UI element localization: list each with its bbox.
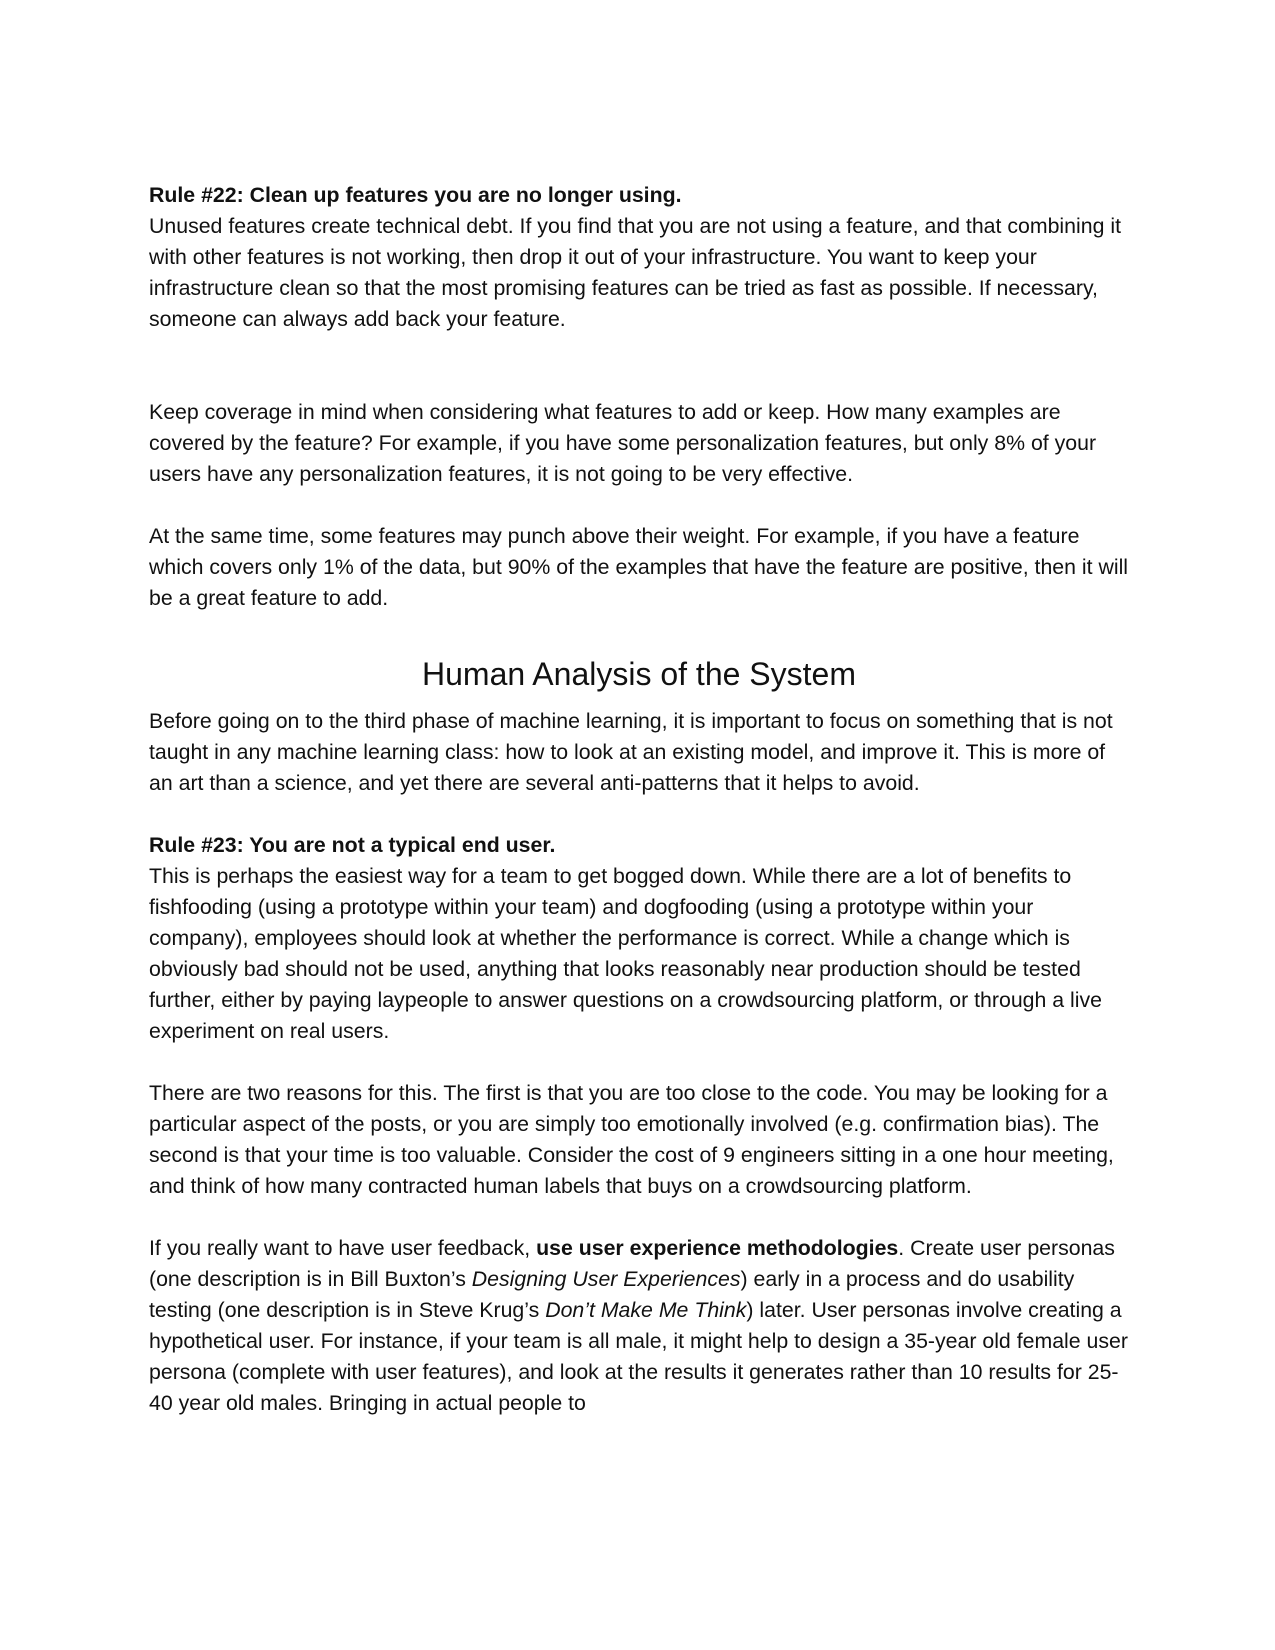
spacer [149,1047,1129,1078]
rule-22-title: Rule #22: Clean up features you are no longer using. [149,183,682,207]
section-heading: Human Analysis of the System [422,656,856,692]
rule-22-body: Unused features create technical debt. If you find that you are not using a feature, and that combining it with other features is not working, then drop it out of your infrastructure. You want to keep your infrastructure clean so that the most promising features can be tried as fast as possible. If necessary, someone can always add back your feature. [149,214,1121,331]
weight-paragraph: At the same time, some features may punch above their weight. For example, if you have a feature which covers only 1% of the data, but 90% of the examples that have the feature are positive, then it will be a great feature to add. [149,524,1129,610]
reasons-paragraph: There are two reasons for this. The first is that you are too close to the code. You may be looking for a particular aspect of the posts, or you are simply too emotionally involved (e.g. confirmation bias). The second is that your time is too valuable. Consider the cost of 9 engineers sitting in a one hour meeting, and think of how many contracted human labels that buys on a crowdsourcing platform. [149,1081,1114,1198]
feedback-text-1: If you really want to have user feedback, [149,1236,537,1260]
rule-23-body: This is perhaps the easiest way for a team to get bogged down. While there are a lot of benefits to fishfooding (using a prototype within your team) and dogfooding (using a prototype within your company), employees should look at whether the performance is correct. While a change which is obviously bad should not be used, anything that looks reasonably near production should be tested further, either by paying laypeople to answer questions on a crowdsourcing platform, or through a live experiment on real users. [149,864,1102,1043]
document-page [149,180,1129,1419]
book-title-dont-make-me-think: Don’t Make Me Think [545,1298,747,1322]
feedback-paragraph [149,1233,1129,1419]
spacer [149,1202,1129,1233]
feedback-text-2: . Create user personas (one description is in Bill Buxton’s [149,1236,1115,1291]
spacer [149,490,1129,521]
feedback-text-3: ) early in a process and do usability testing (one description is in Steve Krug’s [149,1267,1075,1322]
intro-paragraph: Before going on to the third phase of machine learning, it is important to focus on something that is not taught in any machine learning class: how to look at an existing model, and improve it. This is more of an art than a science, and yet there are several anti-patterns that it helps to avoid. [149,709,1113,795]
book-title-designing-user-experiences: Designing User Experiences [471,1267,741,1291]
coverage-paragraph: Keep coverage in mind when considering what features to add or keep. How many examples are covered by the feature? For example, if you have some personalization features, but only 8% of your users have any personalization features, it is not going to be very effective. [149,400,1097,486]
spacer [149,335,1129,397]
spacer [149,799,1129,830]
rule-23-title: Rule #23: You are not a typical end user. [149,833,556,857]
feedback-bold-text: use user experience methodologies [536,1236,899,1260]
feedback-text-4: ) later. User personas involve creating a hypothetical user. For instance, if your team is all male, it might help to design a 35-year old female user persona (complete with user features), and look at the results it generates rather than 10 results for 25-40 year old males. Bringing in actual people to [149,1298,1128,1415]
